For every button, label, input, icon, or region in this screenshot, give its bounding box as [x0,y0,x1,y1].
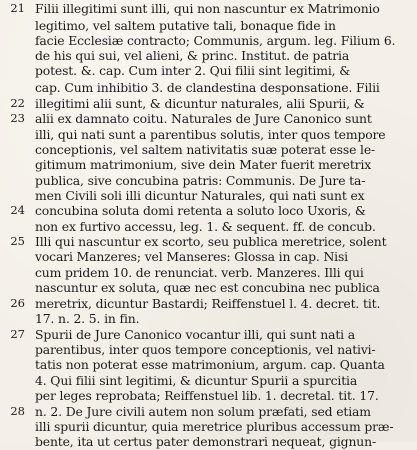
text-line-content: cap. Cum inhibitio 3. de clandestina desponsatione. Filii [35,80,380,95]
margin-number: 25 [10,234,25,248]
text-line-content: illi, qui nati sunt a parentibus solutis, inter quos tempore [35,127,386,142]
text-line-content: cum pridem 10. de renunciat. verb. Manzeres. Illi qui [35,265,364,280]
text-line-content: concubina soluta domi retenta a soluto loco Uxoris, & [35,203,366,218]
text-line-content: gitimum matrimonium, sive dein Mater fuerit meretrix [35,157,372,172]
margin-number: 28 [10,404,25,418]
text-line-content: meretrix, dicuntur Bastardi; Reiffenstuel l. 4. decret. tit. [35,296,381,311]
text-line-content: per leges reprobata; Reiffenstuel lib. 1. decretal. tit. 17. [35,388,379,403]
text-line-content: tatis non poterat esse matrimonium, argum. cap. Quanta [35,357,385,372]
text-line [0,202,417,219]
text-line-content: potest. &. cap. Cum inter 2. Qui filii sint legitimi, & [35,63,351,78]
margin-number: 26 [10,296,25,310]
text-line-content: parentibus, inter quos tempore conceptionis, vel nativi- [35,342,376,357]
text-line-content: men Civili soli illi dicuntur Naturales, qui nati sunt ex [35,188,365,203]
text-line-content: n. 2. De Jure civili autem non solum præfati, sed etiam [35,404,371,419]
text-line-content: Illi qui nascuntur ex scorto, seu publica meretrice, solent [35,234,387,249]
text-line-content: illi spurii dicuntur, quia meretrice pluribus accessum præ- [35,419,394,434]
text-line [0,62,417,79]
text-line [0,0,417,17]
margin-number: 21 [10,1,25,15]
text-line-content: Spurii de Jure Canonico vocantur illi, qui sunt nati a [35,327,356,342]
margin-number: 27 [10,327,25,341]
text-line [0,279,417,296]
text-line-content: illegitimi alii sunt, & dicuntur naturales, alii Spurii, & [35,96,365,111]
text-line-content: vocari Manzeres; vel Manseres: Glossa in cap. Nisi [35,249,348,264]
text-line [0,156,417,173]
text-line [0,310,417,327]
text-line-content: Filii illegitimi sunt illi, qui non nascuntur ex Matrimonio [35,1,380,16]
text-line-content: non ex furtivo accessu, leg. 1. & sequent. ff. de concub. [35,219,376,234]
text-line-content: de his qui sui, vel alieni, & princ. Institut. de patria [35,48,350,63]
text-line [0,248,417,265]
margin-number: 24 [10,203,25,217]
text-line-content: 4. Qui filii sint legitimi, & dicuntur Spurii a spurcitia [35,373,358,388]
text-line [0,110,417,127]
text-line [0,387,417,404]
text-line-content: nascuntur ex soluta, quæ nec est concubina nec publica [35,280,380,295]
text-line-content: conceptionis, vel saltem nativitatis suæ poterat esse le- [35,142,376,157]
text-line-content: legitimo, vel saltem putative tali, bonaque fide in [35,18,336,33]
text-line-content: facie Ecclesiæ contracto; Communis, argum. leg. Filium 6. [35,33,396,48]
margin-number: 23 [10,111,25,125]
text-line [0,356,417,373]
text-line-content: 17. n. 2. 5. in fin. [35,311,140,326]
margin-number: 22 [10,96,25,110]
text-line-content: alii ex damnato coitu. Naturales de Jure Canonico sunt [35,111,372,126]
text-line-content: bente, ita ut certus pater demonstrari nequeat, gignun- [35,434,376,449]
text-line-content: publica, sive concubina patris: Communis. De Jure ta- [35,173,366,188]
text-line [0,79,417,96]
